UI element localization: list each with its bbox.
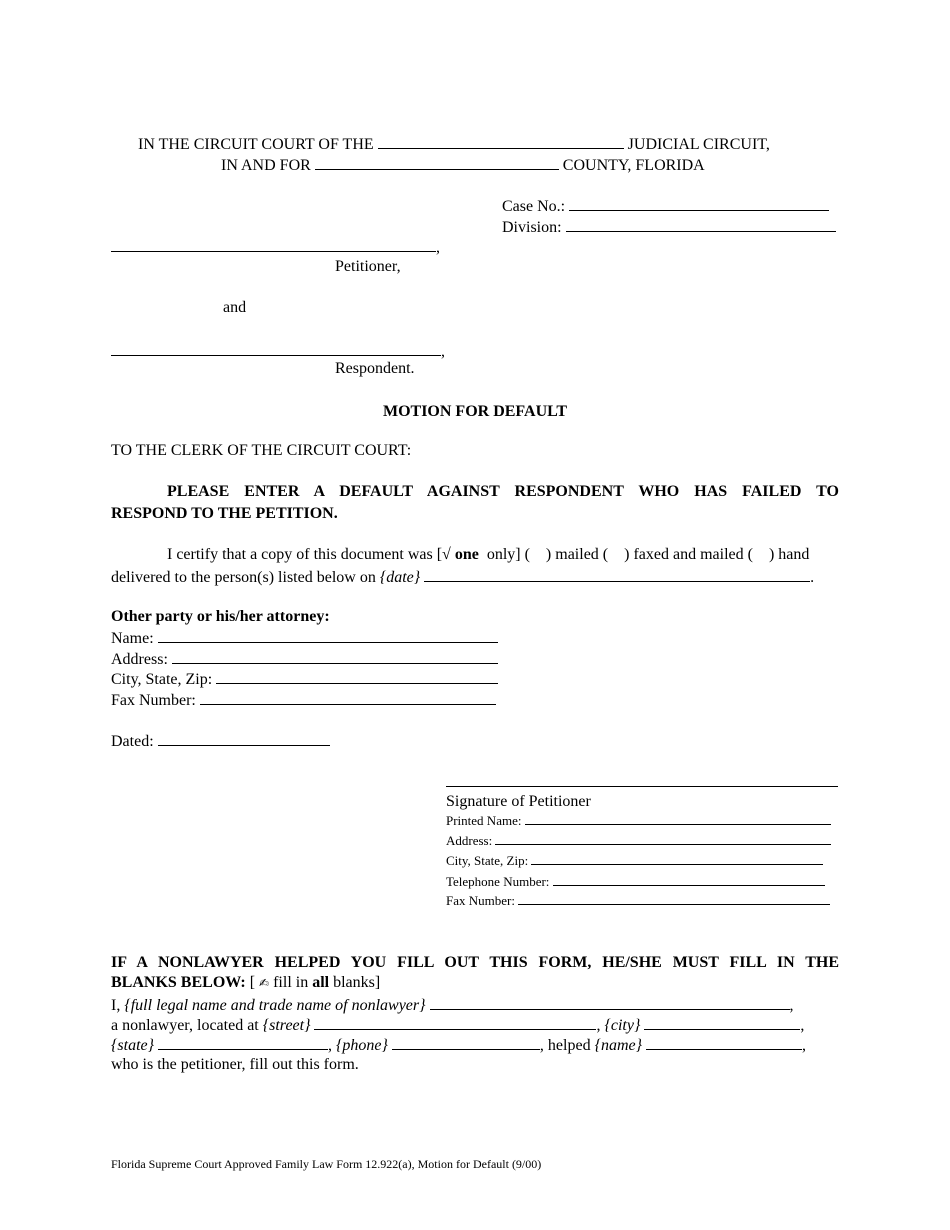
respondent-name-field[interactable]	[111, 340, 441, 356]
other-party-city-field[interactable]	[216, 668, 498, 684]
respondent-comma: ,	[441, 343, 445, 360]
county-field[interactable]	[315, 154, 559, 170]
certify-prefix: I certify that a copy of this document was [	[167, 546, 443, 563]
printed-name-label: Printed Name:	[446, 813, 522, 828]
nonlawyer-heading-line1: IF A NONLAWYER HELPED YOU FILL OUT THIS FORM, HE/SHE MUST FILL IN THE	[111, 954, 839, 971]
date-placeholder: {date}	[379, 569, 421, 586]
petitioner-comma: ,	[436, 239, 440, 256]
blanks-close-text: blanks]	[333, 974, 381, 991]
petitioner-fax-row	[446, 892, 830, 909]
dated-label: Dated:	[111, 733, 154, 750]
certify-line1	[167, 545, 809, 565]
service-date-field[interactable]	[424, 566, 810, 582]
check-mark-icon: √	[442, 546, 451, 563]
helped-name-field[interactable]	[646, 1034, 802, 1050]
comma: ,	[539, 1037, 544, 1054]
request-line2: RESPOND TO THE PETITION.	[111, 505, 338, 522]
comma: ,	[802, 1037, 807, 1054]
full-name-placeholder: {full legal name and trade name of nonlawyer}	[124, 997, 426, 1014]
comma: ,	[328, 1037, 333, 1054]
certify-only: only] (	[486, 546, 530, 563]
comma: ,	[789, 997, 794, 1014]
petitioner-address-row	[446, 832, 831, 849]
nonlawyer-location-row	[111, 1014, 804, 1036]
court-header-suffix: JUDICIAL CIRCUIT,	[627, 136, 770, 153]
other-party-name-label: Name:	[111, 630, 154, 647]
city-placeholder: {city}	[604, 1017, 641, 1034]
petitioner-name-field[interactable]	[111, 236, 436, 252]
request-line1: PLEASE ENTER A DEFAULT AGAINST RESPONDENT WHO HAS FAILED TO	[167, 483, 839, 500]
other-party-address-label: Address:	[111, 651, 168, 668]
helped-label: helped	[547, 1037, 591, 1054]
state-placeholder: {state}	[111, 1037, 155, 1054]
dated-row	[111, 730, 330, 752]
petitioner-fax-field[interactable]	[518, 892, 830, 905]
and-label: and	[223, 299, 247, 316]
located-prefix: a nonlawyer, located at	[111, 1017, 259, 1034]
other-party-fax-field[interactable]	[200, 689, 496, 705]
nonlawyer-name-row	[111, 994, 794, 1016]
court-header-line2	[221, 154, 705, 176]
case-no-row	[502, 195, 829, 217]
petitioner-city-row	[446, 852, 823, 869]
signature-line[interactable]	[446, 786, 838, 787]
nonlawyer-heading-line2	[111, 973, 380, 993]
name-placeholder: {name}	[594, 1037, 643, 1054]
respondent-label: Respondent.	[335, 360, 415, 377]
nonlawyer-state-row	[111, 1034, 806, 1056]
phone-field[interactable]	[392, 1034, 540, 1050]
division-label: Division:	[502, 219, 562, 236]
petitioner-name-row	[111, 236, 440, 258]
petitioner-fax-label: Fax Number:	[446, 893, 515, 908]
other-party-name-row	[111, 627, 498, 649]
other-party-address-field[interactable]	[172, 648, 498, 664]
page-title: MOTION FOR DEFAULT	[382, 403, 567, 420]
certify-one: one	[454, 546, 479, 563]
salutation: TO THE CLERK OF THE CIRCUIT COURT:	[111, 442, 412, 459]
printed-name-field[interactable]	[525, 812, 831, 825]
division-field[interactable]	[566, 216, 836, 232]
nonlawyer-closing: who is the petitioner, fill out this form.	[111, 1056, 359, 1073]
petitioner-label: Petitioner,	[335, 258, 401, 275]
petitioner-address-label: Address:	[446, 833, 493, 848]
mailed-option: ) mailed (	[545, 546, 609, 563]
county-prefix: IN AND FOR	[221, 157, 311, 174]
other-party-city-label: City, State, Zip:	[111, 671, 213, 688]
petitioner-address-field[interactable]	[495, 832, 831, 845]
judicial-circuit-field[interactable]	[378, 133, 624, 149]
certify-line2	[111, 566, 814, 588]
i-prefix: I,	[111, 997, 121, 1014]
petitioner-city-field[interactable]	[531, 852, 823, 865]
bracket-open: [	[249, 974, 256, 991]
certify-period: .	[810, 569, 815, 586]
phone-placeholder: {phone}	[336, 1037, 388, 1054]
court-header-line1	[138, 133, 770, 155]
street-field[interactable]	[314, 1014, 596, 1030]
all-text: all	[312, 974, 330, 991]
case-no-field[interactable]	[569, 195, 829, 211]
hand-option: ) hand	[768, 546, 810, 563]
nonlawyer-blanks-below: BLANKS BELOW:	[111, 974, 246, 991]
other-party-heading: Other party or his/her attorney:	[111, 608, 330, 625]
court-header-prefix: IN THE CIRCUIT COURT OF THE	[138, 136, 374, 153]
other-party-city-row	[111, 668, 498, 690]
writing-hand-icon: ✍	[259, 976, 270, 990]
comma: ,	[596, 1017, 601, 1034]
petitioner-telephone-row	[446, 873, 825, 890]
petitioner-telephone-label: Telephone Number:	[446, 874, 550, 889]
form-footer: Florida Supreme Court Approved Family Law Form 12.922(a), Motion for Default (9/00)	[111, 1157, 542, 1171]
certify-line2-prefix: delivered to the person(s) listed below on	[111, 569, 376, 586]
petitioner-telephone-field[interactable]	[553, 873, 825, 886]
faxed-option: ) faxed and mailed (	[624, 546, 753, 563]
division-row	[502, 216, 836, 238]
county-suffix: COUNTY, FLORIDA	[562, 157, 705, 174]
petitioner-city-label: City, State, Zip:	[446, 853, 529, 868]
street-placeholder: {street}	[262, 1017, 311, 1034]
other-party-fax-row	[111, 689, 496, 711]
case-no-label: Case No.:	[502, 198, 566, 215]
comma: ,	[800, 1017, 805, 1034]
other-party-fax-label: Fax Number:	[111, 692, 196, 709]
nonlawyer-name-field[interactable]	[430, 994, 790, 1010]
fill-in-text: fill in	[273, 974, 309, 991]
city-field[interactable]	[644, 1014, 800, 1030]
signature-title: Signature of Petitioner	[446, 793, 591, 810]
printed-name-row	[446, 812, 831, 829]
other-party-address-row	[111, 648, 498, 670]
other-party-name-field[interactable]	[158, 627, 498, 643]
state-field[interactable]	[158, 1034, 328, 1050]
dated-field[interactable]	[158, 730, 330, 746]
